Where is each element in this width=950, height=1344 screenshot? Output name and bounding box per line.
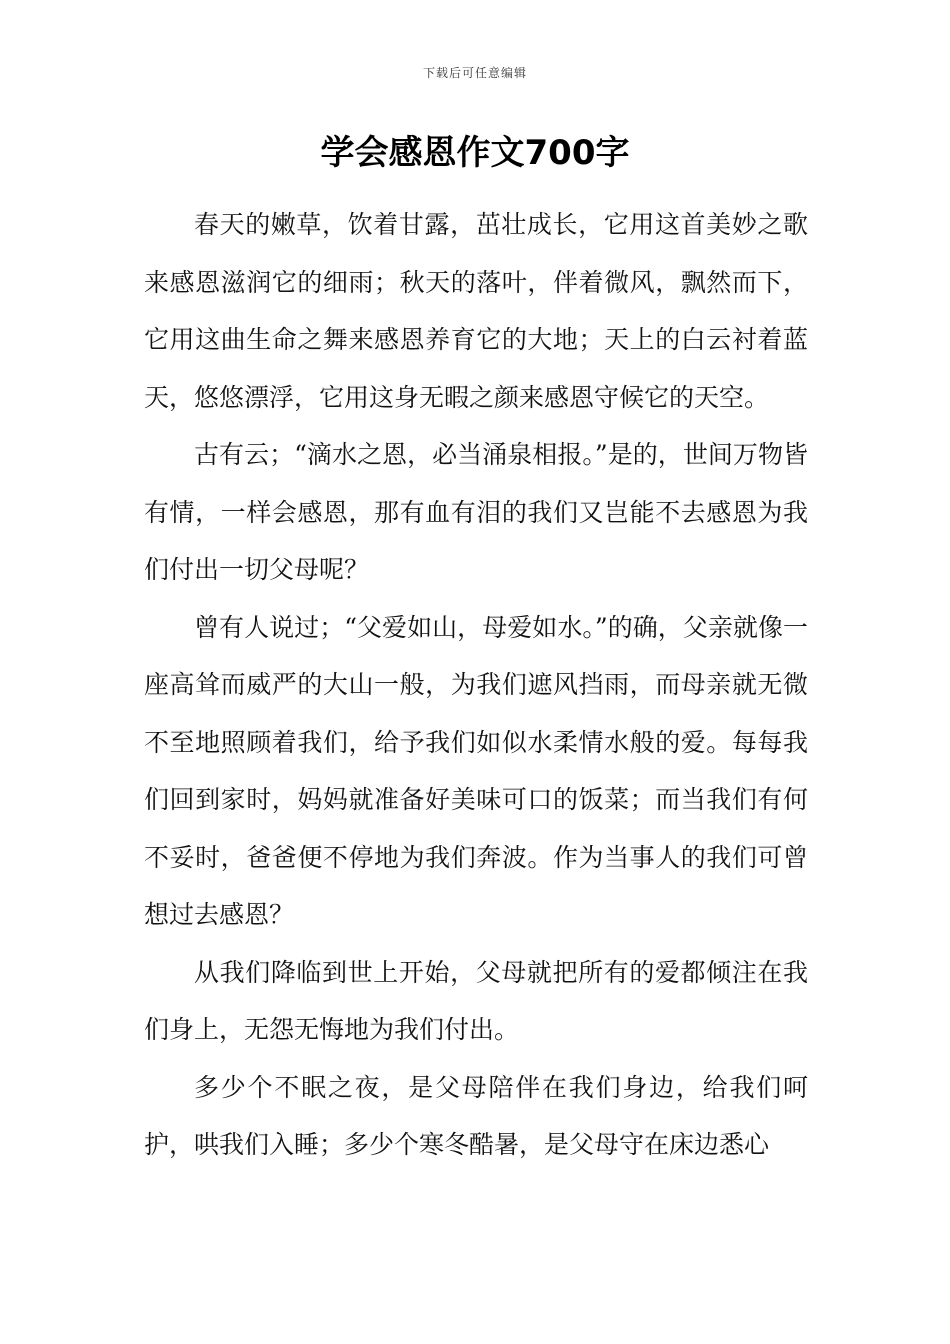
paragraph: 多少个不眠之夜，是父母陪伴在我们身边，给我们呵护，哄我们入睡；多少个寒冬酷暑，是父母守在床边悉心 bbox=[144, 1072, 808, 1159]
paragraph: 曾有人说过；“父爱如山，母爱如水。”的确，父亲就像一座高耸而威严的大山一般，为我们遮风挡雨，而母亲就无微不至地照顾着我们，给予我们如似水柔情水般的爱。每每我们回到家时，妈妈就准备好美味可口的饭菜；而当我们有何不妥时，爸爸便不停地为我们奔波。作为当事人的我们可曾想过去感恩？ bbox=[144, 612, 808, 929]
document-title: 学会感恩作文700字 bbox=[320, 133, 630, 173]
paragraph: 从我们降临到世上开始，父母就把所有的爱都倾注在我们身上，无怨无悔地为我们付出。 bbox=[144, 957, 808, 1044]
paragraph: 春天的嫩草，饮着甘露，茁壮成长，它用这首美妙之歌来感恩滋润它的细雨；秋天的落叶，伴着微风，飘然而下，它用这曲生命之舞来感恩养育它的大地；天上的白云衬着蓝天，悠悠漂浮，它用这身无暇之颜来感恩守候它的天空。 bbox=[144, 210, 808, 412]
header-note: 下载后可任意编辑 bbox=[422, 66, 527, 80]
document-body bbox=[144, 196, 808, 1174]
paragraph: 古有云；“滴水之恩，必当涌泉相报。”是的，世间万物皆有情，一样会感恩，那有血有泪的我们又岂能不去感恩为我们付出一切父母呢？ bbox=[144, 440, 808, 584]
